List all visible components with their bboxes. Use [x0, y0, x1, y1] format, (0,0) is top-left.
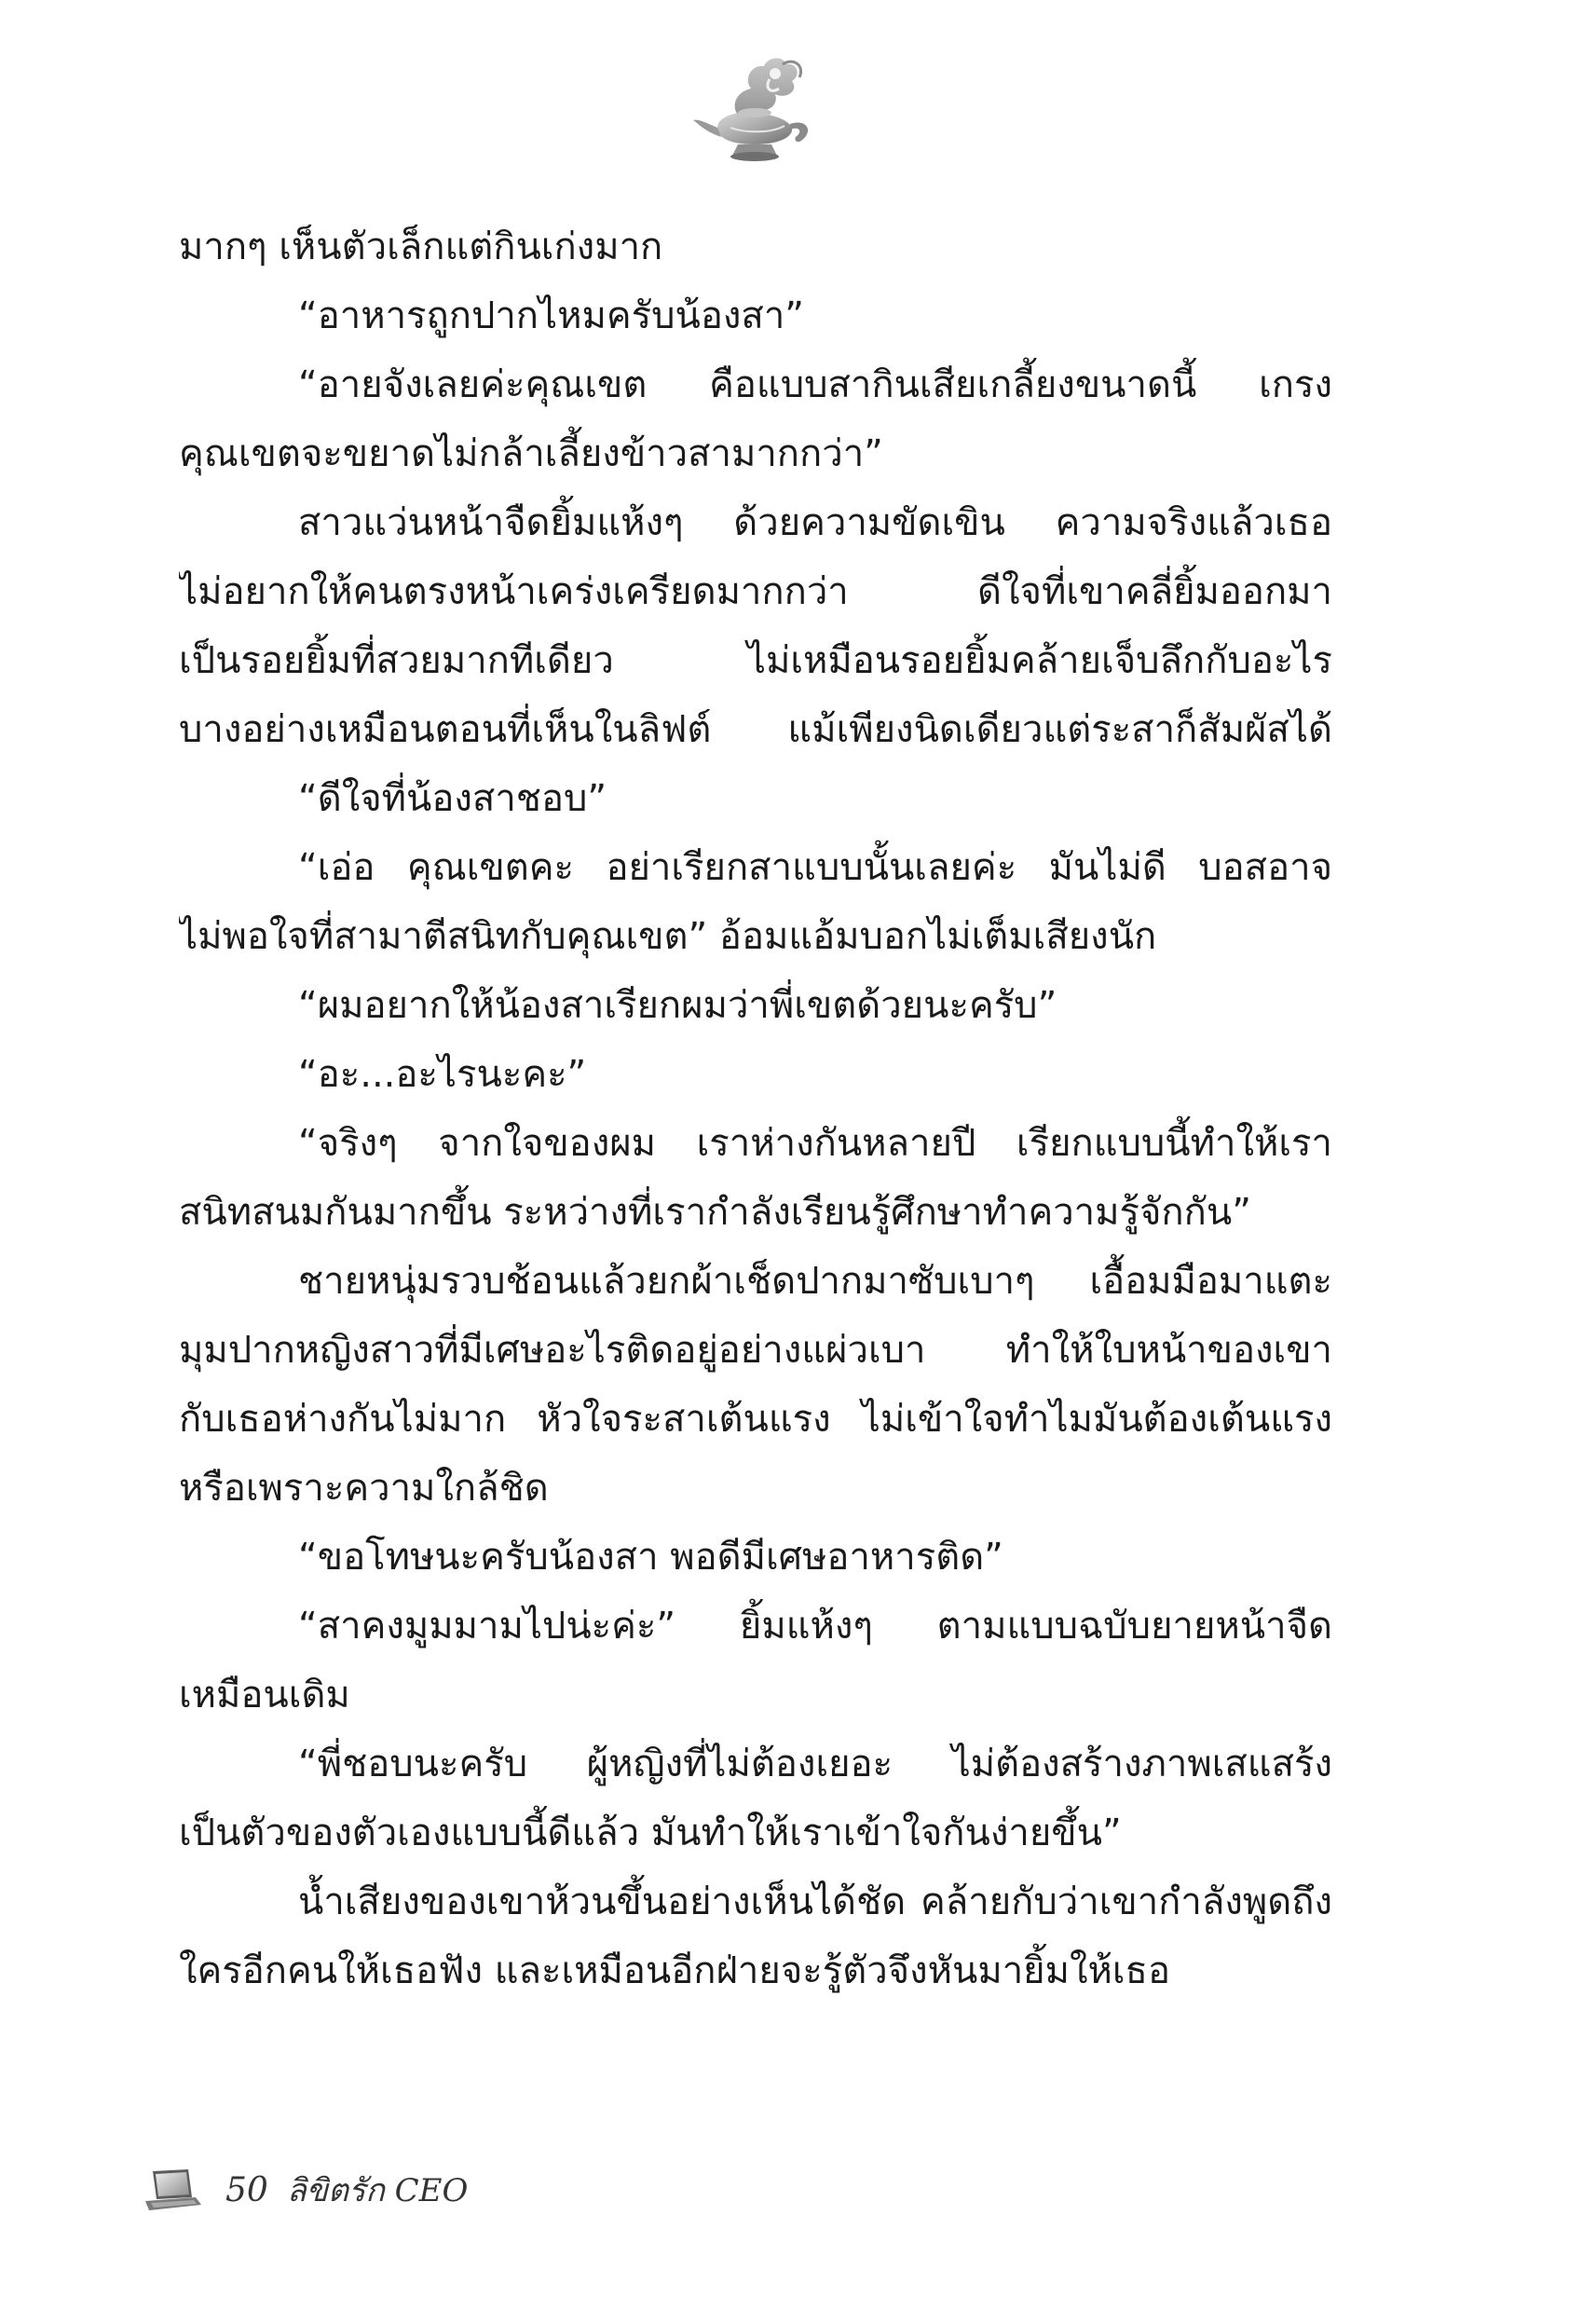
page-number: 50: [225, 2170, 268, 2209]
text-line: “สาคงมูมมามไปน่ะค่ะ” ยิ้มแห้งๆ ตามแบบฉบับยายหน้าจืด: [298, 1605, 1332, 1648]
text-line: สาวแว่นหน้าจืดยิ้มแห้งๆ ด้วยความขัดเขิน ความจริงแล้วเธอ: [298, 501, 1332, 544]
text-line: บางอย่างเหมือนตอนที่เห็นในลิฟต์ แม้เพียงนิดเดียวแต่ระสาก็สัมผัสได้: [179, 708, 1332, 751]
text-line: “ผมอยากให้น้องสาเรียกผมว่าพี่เขตด้วยนะครับ”: [298, 984, 1057, 1027]
text-line: เป็นตัวของตัวเองแบบนี้ดีแล้ว มันทำให้เราเข้าใจกันง่ายขึ้น”: [179, 1812, 1122, 1854]
text-line: สนิทสนมกันมากขึ้น ระหว่างที่เรากำลังเรียนรู้ศึกษาทำความรู้จักกัน”: [179, 1191, 1251, 1234]
laptop-icon: [140, 2167, 203, 2212]
text-line: ใครอีกคนให้เธอฟัง และเหมือนอีกฝ่ายจะรู้ตัวจึงหันมายิ้มให้เธอ: [179, 1949, 1170, 1992]
text-line: “อายจังเลยค่ะคุณเขต คือแบบสากินเสียเกลี้ยงขนาดนี้ เกรง: [298, 363, 1332, 406]
text-line: ไม่พอใจที่สามาตีสนิทกับคุณเขต” อ้อมแอ้มบอกไม่เต็มเสียงนัก: [179, 915, 1157, 958]
text-line: “เอ่อ คุณเขตคะ อย่าเรียกสาแบบนั้นเลยค่ะ มันไม่ดี บอสอาจ: [298, 846, 1332, 889]
book-title: ลิขิตรัก CEO: [286, 2172, 469, 2209]
text-line: “อะ...อะไรนะคะ”: [298, 1053, 587, 1096]
text-line: “จริงๆ จากใจของผม เราห่างกันหลายปี เรียกแบบนี้ทำให้เรา: [298, 1122, 1332, 1165]
page-footer: [140, 2162, 468, 2218]
text-line: ไม่อยากให้คนตรงหน้าเคร่งเครียดมากกว่า ดีใจที่เขาคลี่ยิ้มออกมา: [179, 570, 1332, 613]
text-line: กับเธอห่างกันไม่มาก หัวใจระสาเต้นแรง ไม่เข้าใจทำไมมันต้องเต้นแรง: [179, 1398, 1332, 1441]
text-line: “อาหารถูกปากไหมครับน้องสา”: [298, 294, 805, 337]
text-line: “ดีใจที่น้องสาชอบ”: [298, 777, 607, 820]
text-line: เป็นรอยยิ้มที่สวยมากทีเดียว ไม่เหมือนรอยยิ้มคล้ายเจ็บลึกกับอะไร: [179, 639, 1332, 682]
text-line: เหมือนเดิม: [179, 1674, 350, 1716]
text-line: “ขอโทษนะครับน้องสา พอดีมีเศษอาหารติด”: [298, 1536, 1003, 1579]
text-line: น้ำเสียงของเขาห้วนขึ้นอย่างเห็นได้ชัด คล้ายกับว่าเขากำลังพูดถึง: [298, 1880, 1332, 1923]
text-line: มากๆ เห็นตัวเล็กแต่กินเก่งมาก: [179, 226, 663, 268]
text-line: “พี่ชอบนะครับ ผู้หญิงที่ไม่ต้องเยอะ ไม่ต้องสร้างภาพเสแสร้ง: [298, 1743, 1332, 1785]
text-line: มุมปากหญิงสาวที่มีเศษอะไรติดอยู่อย่างแผ่วเบา ทำให้ใบหน้าของเขา: [179, 1329, 1332, 1372]
chapter-body-text: [179, 212, 1332, 2005]
text-line: คุณเขตจะขยาดไม่กล้าเลี้ยงข้าวสามากกว่า”: [179, 432, 883, 475]
magic-lamp-genie-icon: [689, 51, 820, 168]
text-line: ชายหนุ่มรวบช้อนแล้วยกผ้าเช็ดปากมาซับเบาๆ เอื้อมมือมาแตะ: [298, 1260, 1332, 1303]
text-line: หรือเพราะความใกล้ชิด: [179, 1467, 549, 1510]
